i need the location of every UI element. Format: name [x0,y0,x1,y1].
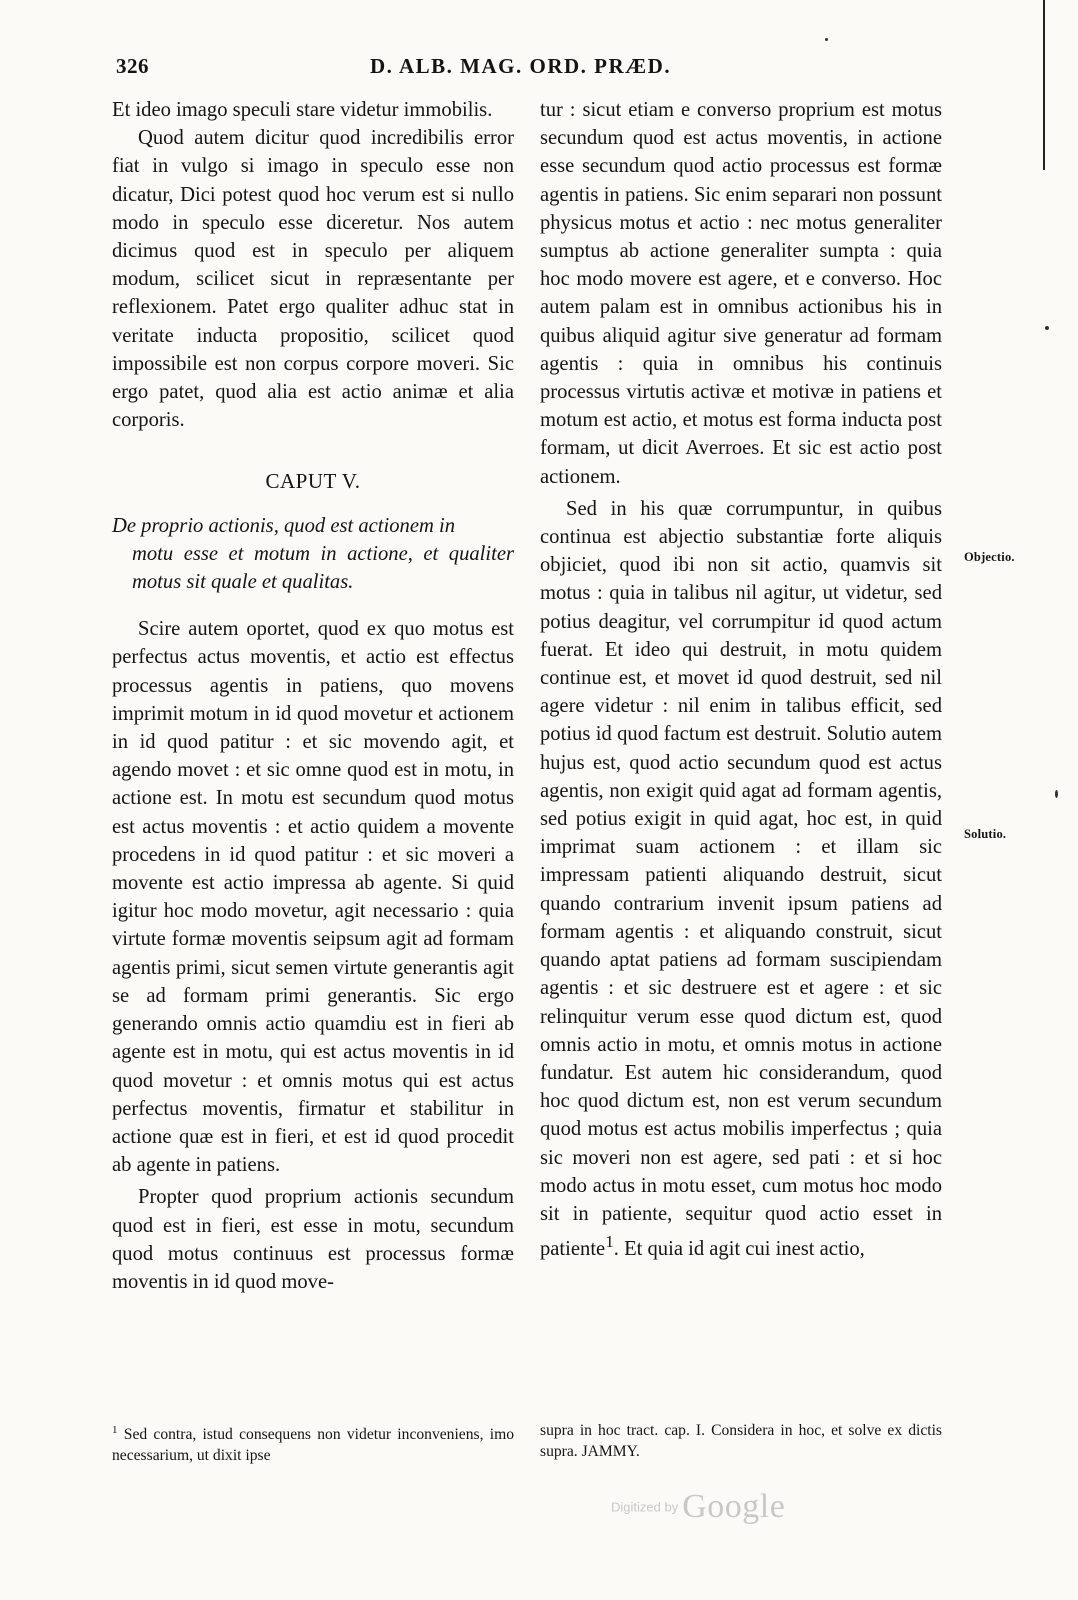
google-logo: Google [682,1488,786,1525]
footnote-text: Sed contra, istud consequens non videtur inconveniens, imo necessarium, ut dixit ipse [112,1426,515,1465]
footnote-ref: 1 [605,1232,614,1252]
paragraph: tur : sicut etiam e converso proprium est motus secundum quod est actus moventis, in actione esse secundum quod actio processus est formæ agentis in patiens. Sic enim separari non possunt physicus motus et actio : nec motus generaliter sumptus ab actione generaliter sumpta : quia hoc modo movere est agere, et e converso. Hoc autem palam est in omnibus actionibus his in quibus aliquid agitur sive generatur ad formam agentis : quia in omnibus his continuis processus virtutis activæ et motivæ in patiens et motum est actio, et motus est forma inducta post formam, ut dicit Averroes. Et sic est actio post actionem. [540,99,942,488]
chapter-subtitle [112,512,514,597]
paragraph: Quod autem dicitur quod incredibilis error fiat in vulgo si imago in speculo esse non dicatur, Dici potest quod hoc verum est si nullo modo in speculo esse diceretur. Nos autem dicimus quod est in speculo per aliquem modum, scilicet sicut in repræsentante per reflexionem. Patet ergo qualiter adhuc stat in veritate inducta propositio, scilicet quod impossibile est non corpus corpore moveri. Sic ergo patet, quod alia est actio animæ et alia corporis. [112,127,514,432]
watermark-prefix: Digitized by [611,1499,679,1515]
margin-note-objection: Objectio. [964,550,1015,564]
left-column [112,96,514,1296]
footnote-text: supra in hoc tract. cap. I. Considera in hoc, et solve ex dictis supra. JAMMY. [540,1422,942,1460]
margin-note-solution: Solutio. [964,827,1007,841]
subtitle-line: motu esse et motum in actione, et qualiter motus sit quale et qualitas. [132,542,514,594]
paragraph: Propter quod proprium actionis secundum quod est in fieri, est esse in motu, secundum quod motus continuus est processus formæ moventis in id quod move- [112,1186,514,1293]
footnote-right [540,1420,942,1462]
scan-edge-line [1043,0,1045,170]
footnote-marker: 1 [112,1424,118,1436]
right-column [540,96,942,1263]
scan-speck [825,38,828,41]
footnote-left [112,1420,514,1466]
paragraph: Scire autem oportet, quod ex quo motus est perfectus actus moventis, et actio est effectus processus agentis in patiens, quo movens imprimit motum in id quod movetur et actionem in id quod patitur : et sic movendo agit, et agendo movet : et sic omne quod est in motu, in actione est. In motu est secundum quod motus est actus moventis : et actio quidem a movente procedens in id quod patitur : et sic moveri a movente est actio impressa ab agente. Si quid igitur hoc modo movetur, agit necessario : quia virtute formæ moventis seipsum agit ad formam agentis primi, sicut semen virtute generantis agit se ad formam primi generantis. Sic ergo generando omnis actio quamdiu est in fieri ab agente est in motu, qui est actus moventis in id quod movetur : et omnis motus qui est actus perfectus moventis, firmatur et stabilitur in actione quæ est in fieri, et est id quod procedit ab agente in patiens. [112,618,514,1177]
paragraph-text: . Et quia id agit cui inest actio, [613,1237,865,1260]
paragraph: Et ideo imago speculi stare videtur immobilis. [112,99,493,121]
scan-speck [1055,790,1058,798]
page-number: 326 [116,54,149,78]
paragraph-text: Sed in his quæ corrumpuntur, in quibus continua est abjectio substantiæ forte aliquis objiciet, quod ibi non sit actio, quamvis sit motus : quia in talibus nil agitur, ut videtur, sed potius deagitur, vel corrumpitur id quod actum fuerat. Et ideo qui destruit, in motu quidem continue est, et movet id quod destruit, sed nil agere videtur : nil enim in talibus efficit, sed potius id quod factum est destruit. Solutio autem hujus est, quod actio secundum quod est actus agentis, non exigit quid agat ad formam agentis, sed potius exigit in quid agat, hoc est, in quid imprimat suam actionem : et illam sic impressam patienti aliquando destruit, sicut quando contrarium invenit ipsum patiens ad formam agentis : et aliquando construit, sicut quando aptat patiens ad formam suscipiendam agentis : et sic destruere est et agere : et sic relinquitur verum esse quod dictum est, quod omnis actio in motu, et omnis motus in actione fundatur. Est autem hic considerandum, quod hoc quod dictum est, non est verum secundum quod motus est actus mobilis imperfectus ; quia sic moveri non est agere, sed pati : et si hoc modo actus in motu esset, cum motus hoc modo sit in patiente, sequitur quod actio esset in patiente [540,497,942,1260]
scan-speck [1045,326,1049,330]
paragraph [540,495,942,1263]
subtitle-line: De proprio actionis, quod est actionem in [112,514,456,537]
digitized-watermark [611,1488,785,1526]
chapter-heading: CAPUT V. [265,469,361,494]
running-head: D. ALB. MAG. ORD. PRÆD. [370,54,672,78]
